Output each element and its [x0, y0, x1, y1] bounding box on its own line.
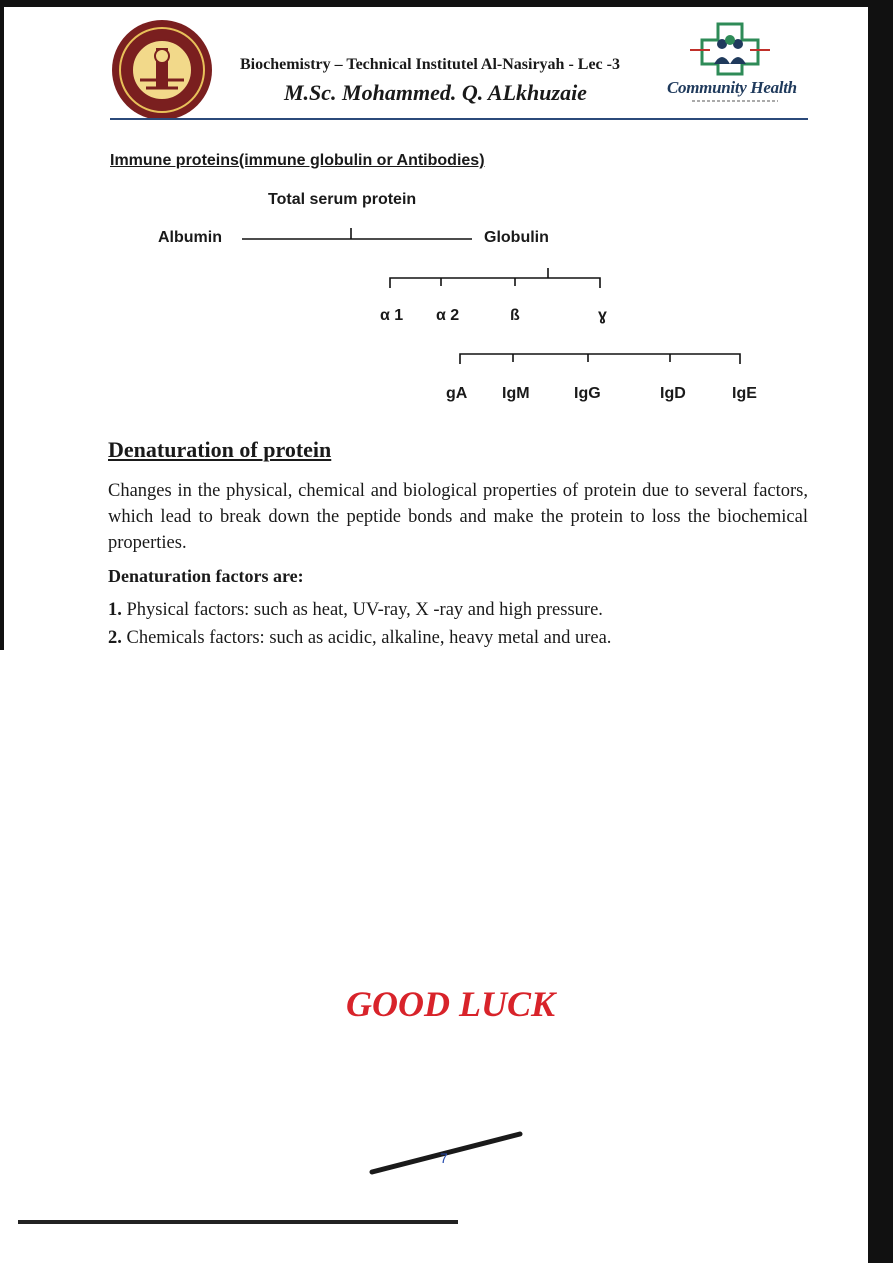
ig-g: IgG	[574, 385, 601, 402]
community-health-logo-text: Community Health	[667, 78, 797, 97]
globulin-beta: ß	[510, 307, 520, 324]
header-rule	[110, 118, 808, 120]
factor-number: 1.	[108, 600, 122, 620]
factors-heading: Denaturation factors are:	[108, 566, 304, 586]
header-course-line: Biochemistry – Technical Institutel Al-Nasiryah - Lec -3	[240, 56, 620, 73]
factor-text: Physical factors: such as heat, UV-ray, X -ray and high pressure.	[121, 600, 603, 620]
good-luck-text: GOOD LUCK	[346, 984, 556, 1024]
top-border	[0, 0, 893, 7]
diagram-root-label: Total serum protein	[268, 191, 417, 208]
denaturation-title: Denaturation of protein	[108, 437, 332, 462]
diagram-connector-lines	[0, 180, 893, 420]
page-number: 7	[440, 1150, 448, 1166]
globulin-alpha2: α 2	[436, 307, 460, 324]
university-seal-logo	[110, 18, 215, 123]
pen-stroke-mark	[368, 1128, 528, 1178]
community-health-logo-icon	[680, 20, 780, 76]
ig-d: IgD	[660, 385, 686, 402]
factor-item-chemical	[108, 628, 611, 649]
immune-section-title: Immune proteins(immune globulin or Antibodies)	[110, 152, 485, 169]
ig-e: IgE	[732, 385, 757, 402]
diagram-globulin-label: Globulin	[484, 229, 549, 246]
globulin-alpha1: α 1	[380, 307, 404, 324]
ig-a: gA	[446, 385, 468, 402]
diagram-albumin-label: Albumin	[158, 229, 222, 246]
logo-subtitle-scribble	[690, 98, 780, 104]
protein-tree-diagram	[0, 180, 893, 420]
factor-number: 2.	[108, 628, 122, 648]
denaturation-paragraph: Changes in the physical, chemical and biological properties of protein due to several factors, which lead to break down the peptide bonds and make the protein to loss the biochemical properties.	[108, 481, 808, 553]
globulin-gamma: ɣ	[598, 307, 607, 324]
factor-text: Chemicals factors: such as acidic, alkaline, heavy metal and urea.	[121, 628, 612, 648]
ig-m: IgM	[502, 385, 530, 402]
factor-item-physical	[108, 600, 603, 621]
bottom-rule	[18, 1220, 458, 1224]
header-author-line: M.Sc. Mohammed. Q. ALkhuzaie	[284, 80, 587, 105]
